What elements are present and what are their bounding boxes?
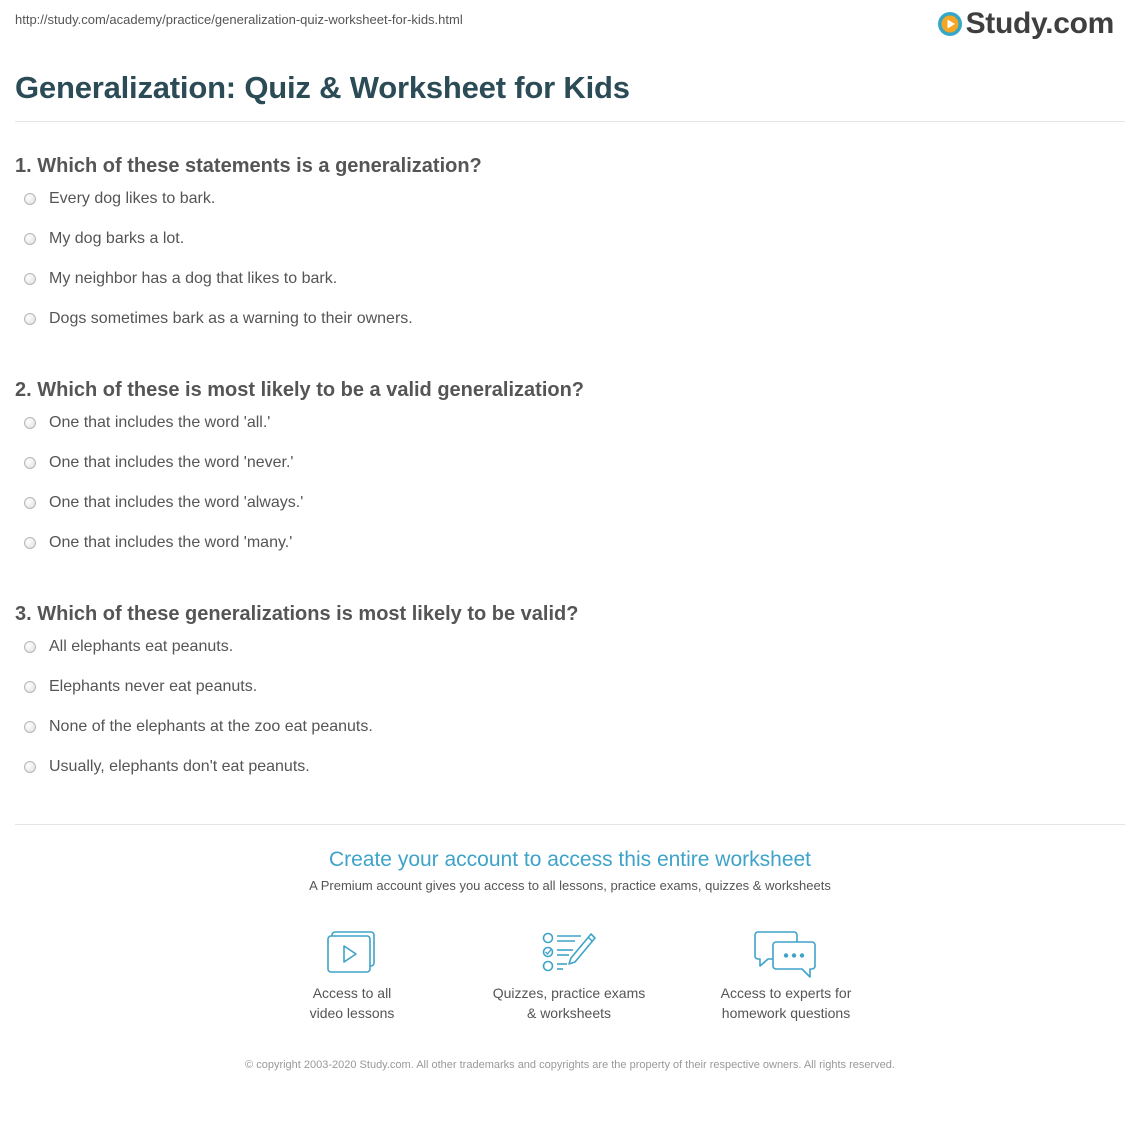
radio-button-icon[interactable] bbox=[24, 761, 36, 773]
question-1 bbox=[15, 153, 1115, 339]
title-divider bbox=[15, 121, 1125, 122]
answer-text: One that includes the word 'all.' bbox=[49, 414, 271, 431]
answer-text: One that includes the word 'never.' bbox=[49, 454, 294, 471]
study-logo[interactable] bbox=[937, 8, 1114, 40]
answer-option[interactable] bbox=[15, 259, 1115, 299]
radio-button-icon[interactable] bbox=[24, 273, 36, 285]
feature-video-lessons bbox=[252, 930, 452, 1023]
radio-button-icon[interactable] bbox=[24, 537, 36, 549]
answer-text: All elephants eat peanuts. bbox=[49, 638, 234, 655]
answer-option[interactable] bbox=[15, 443, 1115, 483]
answer-text: Elephants never eat peanuts. bbox=[49, 678, 258, 695]
quiz-checklist-icon bbox=[541, 930, 597, 974]
feature-experts bbox=[686, 930, 886, 1023]
feature-label-line: homework questions bbox=[721, 1005, 851, 1021]
question-title: 2. Which of these is most likely to be a valid generalization? bbox=[15, 379, 585, 401]
radio-button-icon[interactable] bbox=[24, 313, 36, 325]
create-account-link[interactable]: Create your account to access this entire worksheet bbox=[328, 848, 812, 871]
feature-label-line: Access to all bbox=[312, 985, 392, 1001]
answer-option[interactable] bbox=[15, 299, 1115, 339]
question-title: 3. Which of these generalizations is most likely to be valid? bbox=[15, 603, 579, 625]
answer-text: My dog barks a lot. bbox=[49, 230, 185, 247]
answer-text: One that includes the word 'many.' bbox=[49, 534, 293, 551]
answer-option[interactable] bbox=[15, 707, 1115, 747]
answer-text: Dogs sometimes bark as a warning to their owners. bbox=[49, 310, 413, 327]
radio-button-icon[interactable] bbox=[24, 417, 36, 429]
answer-text: Every dog likes to bark. bbox=[49, 190, 216, 207]
page-title: Generalization: Quiz & Worksheet for Kids bbox=[15, 70, 630, 105]
page-url: http://study.com/academy/practice/generalization-quiz-worksheet-for-kids.html bbox=[15, 12, 463, 27]
answer-option[interactable] bbox=[15, 403, 1115, 443]
video-lesson-icon bbox=[326, 930, 378, 974]
radio-button-icon[interactable] bbox=[24, 497, 36, 509]
cta-subtitle: A Premium account gives you access to all lessons, practice exams, quizzes & worksheets bbox=[309, 878, 831, 893]
answer-option[interactable] bbox=[15, 627, 1115, 667]
top-bar bbox=[0, 0, 1140, 50]
answer-option[interactable] bbox=[15, 483, 1115, 523]
radio-button-icon[interactable] bbox=[24, 233, 36, 245]
feature-label-line: video lessons bbox=[309, 1005, 395, 1021]
answer-text: One that includes the word 'always.' bbox=[49, 494, 304, 511]
feature-quizzes bbox=[469, 930, 669, 1023]
feature-label-line: Access to experts for bbox=[720, 985, 852, 1001]
question-title: 1. Which of these statements is a generalization? bbox=[15, 155, 482, 177]
answer-option[interactable] bbox=[15, 667, 1115, 707]
cta-divider bbox=[15, 824, 1125, 825]
answer-text: None of the elephants at the zoo eat peanuts. bbox=[49, 718, 373, 735]
radio-button-icon[interactable] bbox=[24, 641, 36, 653]
radio-button-icon[interactable] bbox=[24, 193, 36, 205]
chat-bubbles-icon bbox=[754, 930, 818, 980]
feature-label-line: & worksheets bbox=[526, 1005, 612, 1021]
copyright-notice: © copyright 2003-2020 Study.com. All other trademarks and copyrights are the property of their respective owners. All rights reserved. bbox=[245, 1059, 895, 1071]
answer-text: My neighbor has a dog that likes to bark. bbox=[49, 270, 338, 287]
answer-option[interactable] bbox=[15, 747, 1115, 787]
answer-option[interactable] bbox=[15, 523, 1115, 563]
logo-text: Study.com bbox=[965, 7, 1114, 40]
answer-option[interactable] bbox=[15, 219, 1115, 259]
study-logo-play-icon bbox=[937, 11, 963, 37]
answer-text: Usually, elephants don't eat peanuts. bbox=[49, 758, 310, 775]
question-2 bbox=[15, 377, 1115, 563]
question-3 bbox=[15, 601, 1115, 787]
radio-button-icon[interactable] bbox=[24, 457, 36, 469]
answer-option[interactable] bbox=[15, 179, 1115, 219]
account-cta bbox=[0, 846, 1140, 893]
radio-button-icon[interactable] bbox=[24, 721, 36, 733]
feature-label-line: Quizzes, practice exams bbox=[492, 985, 646, 1001]
radio-button-icon[interactable] bbox=[24, 681, 36, 693]
